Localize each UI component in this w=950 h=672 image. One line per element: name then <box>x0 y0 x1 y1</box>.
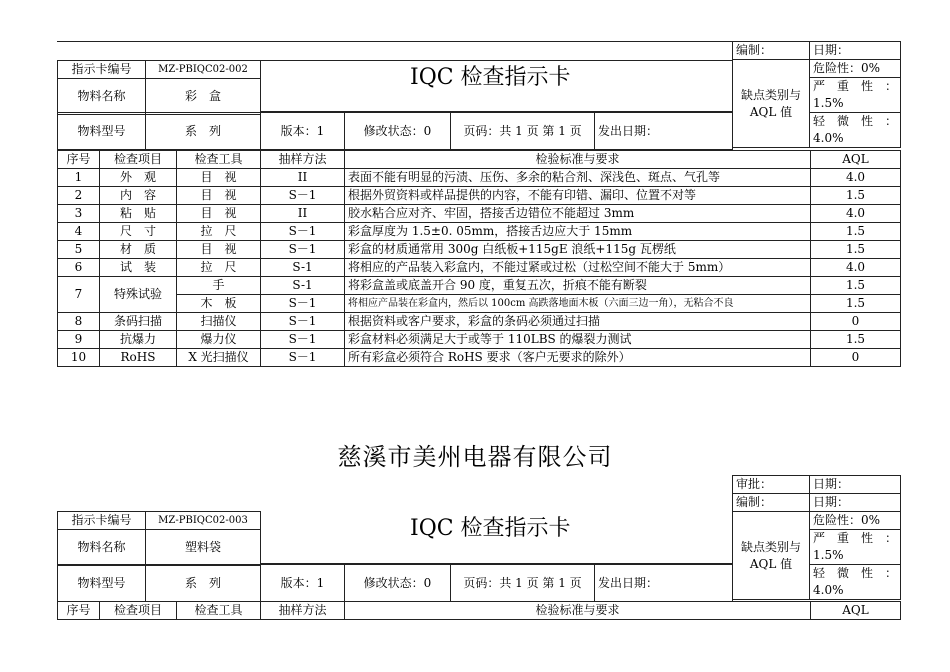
material-name: 塑料袋 <box>146 530 261 566</box>
major-aql: 严 重 性 ：1.5% <box>810 530 901 565</box>
minor-aql: 轻 微 性 ：4.0% <box>810 113 901 148</box>
card2-title-area <box>260 511 732 564</box>
card1-title-area <box>260 60 732 112</box>
version: 版本：1 <box>261 113 345 150</box>
card-no: MZ-PBIQC02-003 <box>146 512 261 530</box>
table-row: 8 条码扫描 扫描仪 S－1 根据资料或客户要求，彩盒的条码必须通过扫描 0 <box>58 313 901 331</box>
date-label: 日期： <box>810 476 901 494</box>
material-model: 系 列 <box>146 565 261 602</box>
revision-status: 修改状态：0 <box>345 113 451 150</box>
table-row: 3 粘 贴 目 视 II 胶水粘合应对齐、牢固，搭接舌边错位不能超过 3mm 4.0 <box>58 205 901 223</box>
col-no: 序号 <box>58 602 100 620</box>
card2-inspection-table <box>57 601 901 620</box>
issue-date: 发出日期： <box>595 113 733 150</box>
table-row: 6 试 装 拉 尺 S-1 将相应的产品装入彩盒内，不能过紧或过松（过松空间不能大于 5mm） 4.0 <box>58 259 901 277</box>
table-row: 9 抗爆力 爆力仪 S－1 彩盒材料必须满足大于或等于 110LBS 的爆裂力测试 1.5 <box>58 331 901 349</box>
card-title: IQC 检查指示卡 <box>410 65 571 90</box>
date-label: 日期： <box>810 494 901 512</box>
col-aql: AQL <box>811 151 901 169</box>
material-name-label: 物料名称 <box>58 530 146 566</box>
table-header-row <box>58 602 901 620</box>
col-tool: 检查工具 <box>177 151 261 169</box>
page-info: 页码：共 1 页 第 1 页 <box>451 113 595 150</box>
critical-aql: 危险性：0% <box>810 60 901 78</box>
page-info: 页码：共 1 页 第 1 页 <box>451 565 595 602</box>
card-no-label: 指示卡编号 <box>58 61 146 79</box>
col-no: 序号 <box>58 151 100 169</box>
material-model-label: 物料型号 <box>58 565 146 602</box>
card-no: MZ-PBIQC02-002 <box>146 61 261 79</box>
minor-aql: 轻 微 性 ：4.0% <box>810 565 901 600</box>
table-row: 4 尺 寸 拉 尺 S－1 彩盒厚度为 1.5±0. 05mm，搭接舌边应大于 15mm 1.5 <box>58 223 901 241</box>
table-header-row <box>58 151 901 169</box>
col-method: 抽样方法 <box>261 602 345 620</box>
col-standard: 检验标准与要求 <box>345 602 811 620</box>
card1-info-row <box>57 112 733 150</box>
card-no-label: 指示卡编号 <box>58 512 146 530</box>
critical-aql: 危险性：0% <box>810 512 901 530</box>
prepared-label: 编制： <box>733 42 810 60</box>
col-item: 检查项目 <box>100 151 177 169</box>
card2-info-row <box>57 564 733 602</box>
col-tool: 检查工具 <box>177 602 261 620</box>
table-row: 1 外 观 目 视 II 表面不能有明显的污渍、压伤、多余的粘合剂、深浅色、斑点、气孔等 4.0 <box>58 169 901 187</box>
card1-header-left <box>57 60 261 115</box>
col-aql: AQL <box>811 602 901 620</box>
version: 版本：1 <box>261 565 345 602</box>
issue-date: 发出日期： <box>595 565 733 602</box>
revision-status: 修改状态：0 <box>345 565 451 602</box>
date-label: 日期： <box>810 42 901 60</box>
major-aql: 严 重 性 ：1.5% <box>810 78 901 113</box>
material-name-label: 物料名称 <box>58 79 146 115</box>
material-name: 彩 盒 <box>146 79 261 115</box>
table-row: 7 特殊试验 手 S-1 将彩盒盖或底盖开合 90 度，重复五次，折痕不能有断裂 1.5 <box>58 277 901 295</box>
material-model: 系 列 <box>146 113 261 150</box>
company-name: 慈溪市美州电器有限公司 <box>337 443 613 471</box>
table-row: 2 内 容 目 视 S－1 根据外贸资料或样品提供的内容，不能有印错、漏印、位置不对等 1.5 <box>58 187 901 205</box>
approved-label: 审批： <box>733 476 810 494</box>
table-row: 5 材 质 目 视 S－1 彩盒的材质通常用 300g 白纸板+115gE 浪纸+115g 瓦楞纸 1.5 <box>58 241 901 259</box>
material-model-label: 物料型号 <box>58 113 146 150</box>
defect-category-label: 缺点类别与 AQL 值 <box>733 60 810 148</box>
card-title: IQC 检查指示卡 <box>410 516 571 541</box>
card2-signoff <box>732 475 901 600</box>
prepared-label: 编制： <box>733 494 810 512</box>
col-method: 抽样方法 <box>261 151 345 169</box>
defect-category-label: 缺点类别与 AQL 值 <box>733 512 810 600</box>
col-item: 检查项目 <box>100 602 177 620</box>
table-row: 10 RoHS X 光扫描仪 S－1 所有彩盒必须符合 RoHS 要求（客户无要求的除外） 0 <box>58 349 901 367</box>
col-standard: 检验标准与要求 <box>345 151 811 169</box>
card1-signoff <box>732 41 901 148</box>
table-row: 木 板 S－1 将相应产品装在彩盒内，然后以 100cm 高跌落地面木板（六面三边一角），无粘合不良 1.5 <box>58 295 901 313</box>
card2-header-left <box>57 511 261 566</box>
inspection-table <box>57 150 901 367</box>
